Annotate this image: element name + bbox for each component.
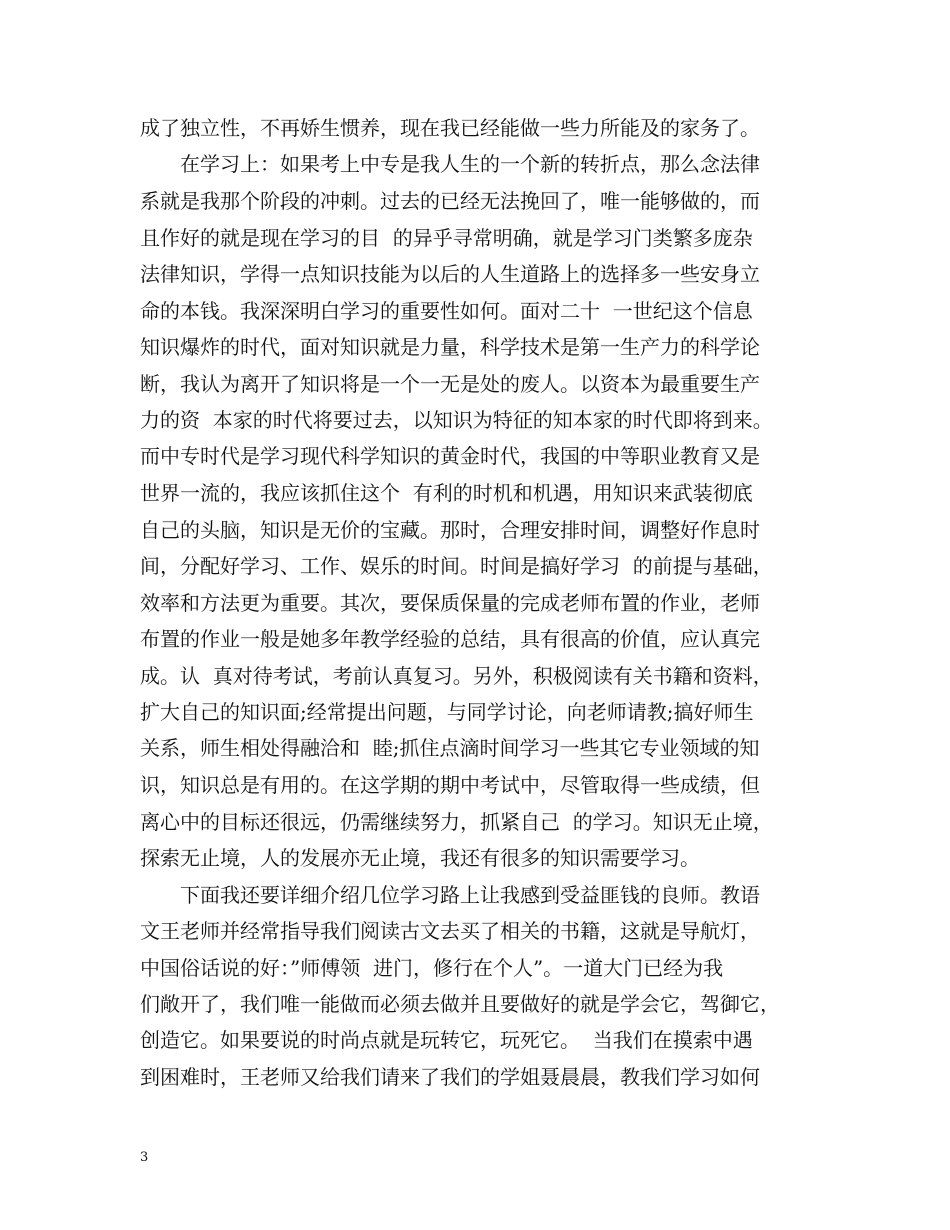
text-line: 自己的头脑，知识是无价的宝藏。那时，合理安排时间，调整好作息时 [140,518,760,542]
text-line: 识，知识总是有用的。在这学期的期中考试中，尽管取得一些成绩，但 [140,773,760,797]
text-line: 成了独立性，不再娇生惯养，现在我已经能做一些力所能及的家务了。 [140,116,760,140]
text-line: 中国俗话说的好：”师傅领 进门，修行在个人”。一道大门已经为我 [140,956,724,980]
text-line: 们敞开了，我们唯一能做而必须去做并且要做好的就是学会它，驾御它， [140,992,780,1016]
text-line: 探索无止境，人的发展亦无止境，我还有很多的知识需要学习。 [140,846,700,870]
text-line: 力的资 本家的时代将要过去，以知识为特征的知本家的时代即将到来。 [140,408,773,432]
text-line: 成。认 真对待考试，考前认真复习。另外，积极阅读有关书籍和资料， [140,664,773,688]
text-line: 效率和方法更为重要。其次，要保质保量的完成老师布置的作业，老师 [140,591,760,615]
text-line: 且作好的就是现在学习的目 的异乎寻常明确，就是学习门类繁多庞杂 [140,226,753,250]
text-line: 文王老师并经常指导我们阅读古文去买了相关的书籍，这就是导航灯， [140,919,760,943]
text-line: 到困难时，王老师又给我们请来了我们的学姐聂晨晨，教我们学习如何 [140,1065,760,1089]
text-line: 世界一流的，我应该抓住这个 有利的时机和机遇，用知识来武装彻底 [140,481,753,505]
text-line: 在学习上：如果考上中专是我人生的一个新的转折点，那么念法律 [140,152,760,176]
text-line: 而中专时代是学习现代科学知识的黄金时代，我国的中等职业教育又是 [140,444,760,468]
text-line: 断，我认为离开了知识将是一个一无是处的废人。以资本为最重要生产 [140,372,760,396]
text-line: 命的本钱。我深深明白学习的重要性如何。面对二十 一世纪这个信息 [140,299,753,323]
text-line: 系就是我那个阶段的冲刺。过去的已经无法挽回了，唯一能够做的，而 [140,189,760,213]
text-line: 扩大自己的知识面;经常提出问题，与同学讨论，向老师请教;搞好师生 [140,700,754,724]
text-line: 间，分配好学习、工作、娱乐的时间。时间是搞好学习 的前提与基础， [140,554,773,578]
text-line: 下面我还要详细介绍几位学习路上让我感到受益匪钱的良师。教语 [140,883,760,907]
text-line: 创造它。如果要说的时尚点就是玩转它，玩死它。 当我们在摸索中遇 [140,1028,753,1052]
page-number: 3 [140,1150,149,1165]
text-line: 关系，师生相处得融洽和 睦;抓住点滴时间学习一些其它专业领域的知 [140,736,760,760]
text-line: 离心中的目标还很远，仍需继续努力，抓紧自己 的学习。知识无止境， [140,810,773,834]
text-line: 知识爆炸的时代，面对知识就是力量，科学技术是第一生产力的科学论 [140,335,760,359]
text-line: 法律知识，学得一点知识技能为以后的人生道路上的选择多一些安身立 [140,262,760,286]
text-line: 布置的作业一般是她多年教学经验的总结，具有很高的价值，应认真完 [140,627,760,651]
